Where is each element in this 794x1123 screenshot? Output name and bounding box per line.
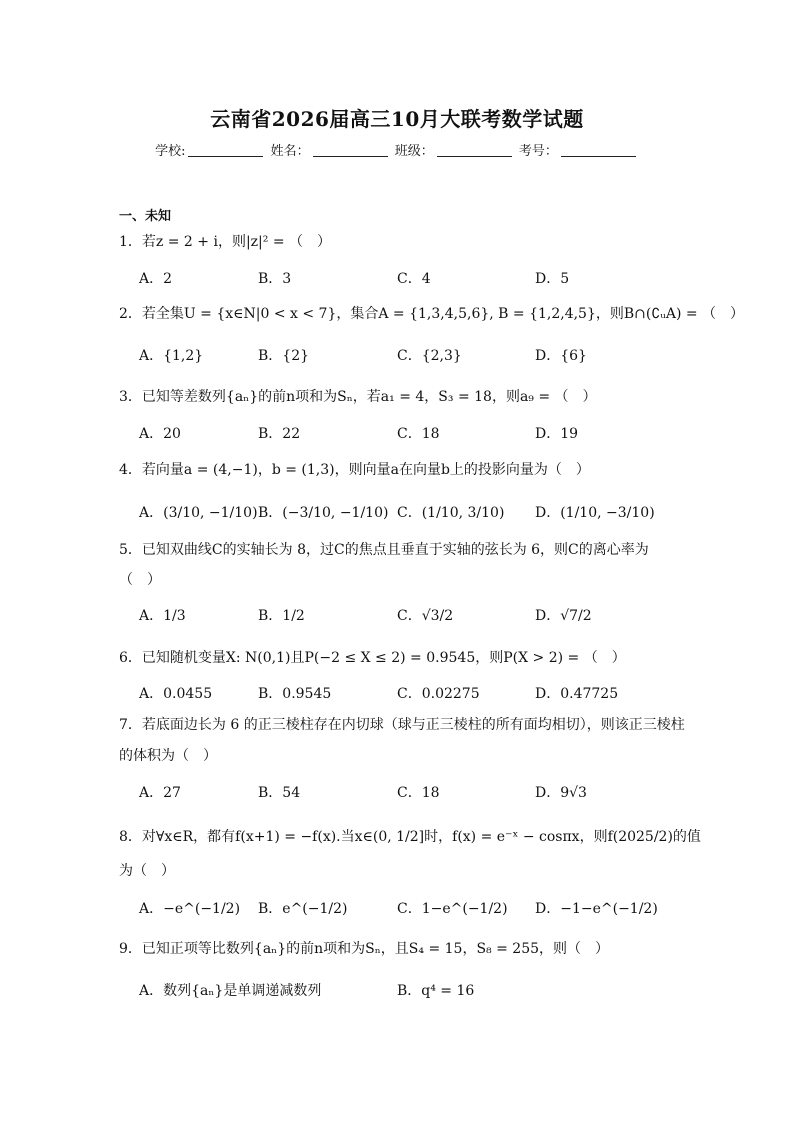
question-2-stem: 2．若全集U = {x∈N|0 < x < 7}，集合A = {1,3,4,5,6}, B = {1,2,4,5}，则B∩(∁ᵤA) = （ ） xyxy=(119,306,745,322)
q3-option-a: A．20 xyxy=(139,426,181,442)
question-5-stem: 5．已知双曲线C的实轴长为 8，过C的焦点且垂直于实轴的弦长为 6，则C的离心率为 xyxy=(119,542,649,558)
section-heading: 一、未知 xyxy=(119,209,172,224)
question-7-stem: 7．若底面边长为 6 的正三棱柱存在内切球（球与正三棱柱的所有面均相切），则该正三棱柱 xyxy=(119,717,685,733)
q8-option-b: B．e^(−1/2) xyxy=(258,901,348,917)
q8-option-a: A．−e^(−1/2) xyxy=(139,901,241,917)
q4-option-c: C．(1/10, 3/10) xyxy=(397,505,505,521)
question-1-stem: 1．若z = 2 + i，则|z|² = （ ） xyxy=(119,234,331,250)
school-blank xyxy=(188,143,263,157)
question-7-text: 若底面边长为 6 的正三棱柱存在内切球（球与正三棱柱的所有面均相切），则该正三棱柱 xyxy=(141,717,685,733)
student-info-line xyxy=(0,140,794,159)
q2-option-c: C．{2,3} xyxy=(397,348,462,364)
q7-option-a: A．27 xyxy=(139,785,181,801)
q6-option-d: D．0.47725 xyxy=(535,686,619,702)
q4-option-d: D．(1/10, −3/10) xyxy=(535,505,655,521)
q5-option-b: B．1/2 xyxy=(258,608,305,624)
question-8-text: 对∀x∈R，都有f(x+1) = −f(x).当x∈(0, 1/2]时，f(x) = e⁻ˣ − cosπx，则f(2025/2)的值 xyxy=(141,829,701,845)
q5-option-a: A．1/3 xyxy=(139,608,186,624)
q3-option-b: B．22 xyxy=(258,426,301,442)
q2-option-a: A．{1,2} xyxy=(139,348,204,364)
q5-option-d: D．√7/2 xyxy=(535,608,592,624)
q7-option-c: C．18 xyxy=(397,785,440,801)
q9-option-b: B．q⁴ = 16 xyxy=(397,983,475,999)
q1-option-a: A．2 xyxy=(139,271,173,287)
question-4-stem: 4．若向量a = (4,−1)，b = (1,3)，则向量a在向量b上的投影向量为（ ） xyxy=(119,462,590,478)
question-4-text: 若向量a = (4,−1)，b = (1,3)，则向量a在向量b上的投影向量为（ ） xyxy=(141,462,590,478)
q5-option-c: C．√3/2 xyxy=(397,608,454,624)
question-3-text: 已知等差数列{aₙ}的前n项和为Sₙ，若a₁ = 4，S₃ = 18，则a₉ = （ ） xyxy=(141,389,597,405)
q8-option-c: C．1−e^(−1/2) xyxy=(397,901,508,917)
question-5-stem-cont: （ ） xyxy=(119,572,161,588)
q2-option-b: B．{2} xyxy=(258,348,310,364)
question-1-text: 若z = 2 + i，则|z|² = （ ） xyxy=(141,234,331,250)
question-7-stem-cont: 的体积为（ ） xyxy=(119,748,217,764)
q2-option-d: D．{6} xyxy=(535,348,587,364)
q1-option-d: D．5 xyxy=(535,271,570,287)
name-label: 姓名： xyxy=(270,144,310,159)
q6-option-c: C．0.02275 xyxy=(397,686,480,702)
name-blank xyxy=(313,143,388,157)
q6-option-a: A．0.0455 xyxy=(139,686,213,702)
q1-option-c: C．4 xyxy=(397,271,431,287)
question-5-text: 已知双曲线C的实轴长为 8，过C的焦点且垂直于实轴的弦长为 6，则C的离心率为 xyxy=(141,542,649,558)
class-blank xyxy=(437,143,512,157)
question-9-stem: 9．已知正项等比数列{aₙ}的前n项和为Sₙ，且S₄ = 15，S₈ = 255，则（ ） xyxy=(119,941,610,957)
question-3-stem: 3．已知等差数列{aₙ}的前n项和为Sₙ，若a₁ = 4，S₃ = 18，则a₉ = （ ） xyxy=(119,389,597,405)
exam-title: 云南省2026届高三10月大联考数学试题 xyxy=(210,107,584,131)
q4-option-a: A．(3/10, −1/10) xyxy=(139,505,258,521)
q9-option-a: A．数列{aₙ}是单调递减数列 xyxy=(139,983,322,999)
question-8-stem-cont: 为（ ） xyxy=(119,863,175,879)
school-label: 学校: xyxy=(155,144,186,159)
question-6-text: 已知随机变量X: N(0,1)且P(−2 ≤ X ≤ 2) = 0.9545，则P(X > 2) = （ ） xyxy=(141,650,626,666)
question-8-stem: 8．对∀x∈R，都有f(x+1) = −f(x).当x∈(0, 1/2]时，f(x) = e⁻ˣ − cosπx，则f(2025/2)的值 xyxy=(119,829,701,845)
id-label: 考号： xyxy=(518,144,558,159)
q4-option-b: B．(−3/10, −1/10) xyxy=(258,505,389,521)
question-6-stem: 6．已知随机变量X: N(0,1)且P(−2 ≤ X ≤ 2) = 0.9545，则P(X > 2) = （ ） xyxy=(119,650,626,666)
q3-option-c: C．18 xyxy=(397,426,440,442)
id-blank xyxy=(561,143,636,157)
q3-option-d: D．19 xyxy=(535,426,579,442)
q7-option-b: B．54 xyxy=(258,785,301,801)
question-9-text: 已知正项等比数列{aₙ}的前n项和为Sₙ，且S₄ = 15，S₈ = 255，则（ ） xyxy=(141,941,610,957)
q6-option-b: B．0.9545 xyxy=(258,686,332,702)
q1-option-b: B．3 xyxy=(258,271,292,287)
q7-option-d: D．9√3 xyxy=(535,785,587,801)
class-label: 班级： xyxy=(394,144,434,159)
q8-option-d: D．−1−e^(−1/2) xyxy=(535,901,658,917)
question-2-text: 若全集U = {x∈N|0 < x < 7}，集合A = {1,3,4,5,6}, B = {1,2,4,5}，则B∩(∁ᵤA) = （ ） xyxy=(141,306,745,322)
